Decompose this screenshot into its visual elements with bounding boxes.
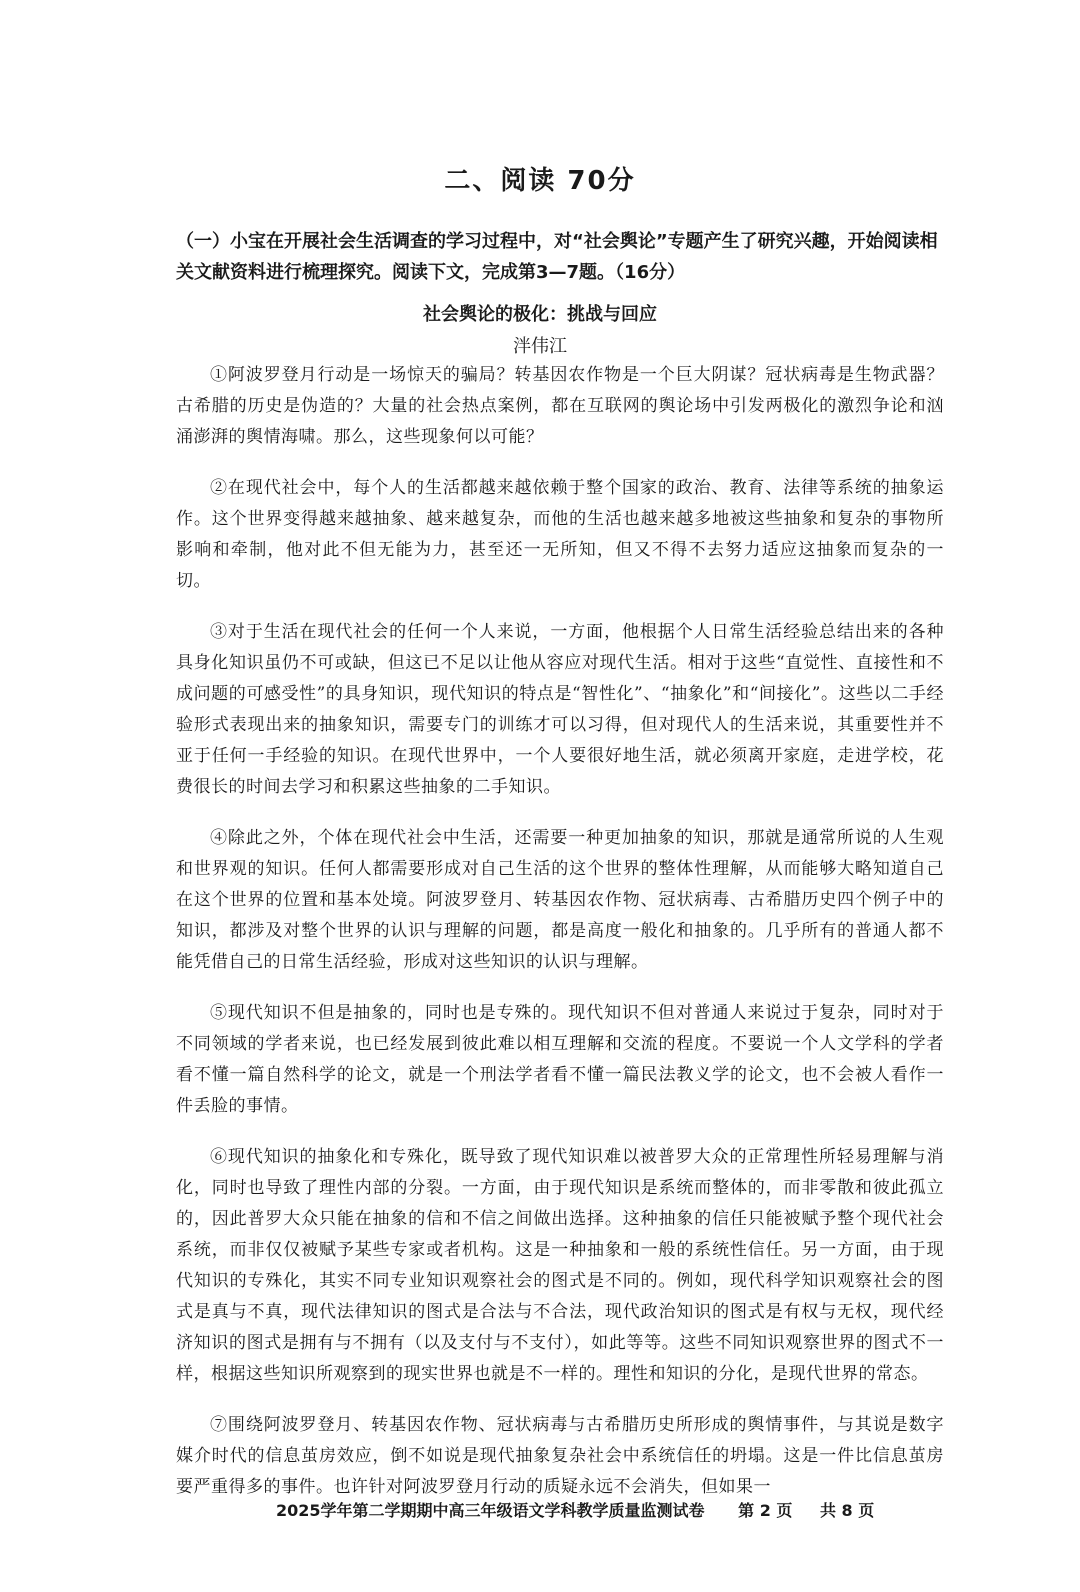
total-pages: 共 8 页 xyxy=(819,1501,875,1520)
paragraph-5: ⑤现代知识不但是抽象的，同时也是专殊的。现代知识不但对普通人来说过于复杂，同时对于不同领域的学者来说，也已经发展到彼此难以相互理解和交流的程度。不要说一个人文学科的学者看不懂一篇自然科学的论文，就是一个刑法学者看不懂一篇民法教义学的论文，也不会被人看作一件丢脸的事情。 xyxy=(176,1003,944,1116)
question-intro: （一）小宝在开展社会生活调查的学习过程中，对“社会舆论”专题产生了研究兴趣，开始阅读相关文献资料进行梳理探究。阅读下文，完成第3—7题。（16分） xyxy=(176,231,938,283)
paragraph-2: ②在现代社会中，每个人的生活都越来越依赖于整个国家的政治、教育、法律等系统的抽象运作。这个世界变得越来越抽象、越来越复杂，而他的生活也越来越多地被这些抽象和复杂的事物所影响和牵制，他对此不但无能为力，甚至还一无所知，但又不得不去努力适应这抽象而复杂的一切。 xyxy=(176,478,944,591)
paragraph-1: ①阿波罗登月行动是一场惊天的骗局？转基因农作物是一个巨大阴谋？冠状病毒是生物武器？古希腊的历史是伪造的？大量的社会热点案例，都在互联网的舆论场中引发两极化的激烈争论和汹涌澎湃的舆情海啸。那么，这些现象何以可能？ xyxy=(176,365,944,447)
section-title: 二、阅读 70分 xyxy=(444,166,636,196)
page-number: 第 2 页 xyxy=(738,1501,793,1520)
exam-name: 2025学年第二学期期中高三年级语文学科教学质量监测试卷 xyxy=(276,1501,705,1520)
article-title: 社会舆论的极化：挑战与回应 xyxy=(423,304,657,325)
paragraph-7: ⑦围绕阿波罗登月、转基因农作物、冠状病毒与古希腊历史所形成的舆情事件，与其说是数字媒介时代的信息茧房效应，倒不如说是现代抽象复杂社会中系统信任的坍塌。这是一件比信息茧房要严重得多的事件。也许针对阿波罗登月行动的质疑永远不会消失，但如果一 xyxy=(176,1415,944,1497)
paragraph-3: ③对于生活在现代社会的任何一个人来说，一方面，他根据个人日常生活经验总结出来的各种具身化知识虽仍不可或缺，但这已不足以让他从容应对现代生活。相对于这些“直觉性、直接性和不成问题的可感受性”的具身知识，现代知识的特点是“智性化”、“抽象化”和“间接化”。这些以二手经验形式表现出来的抽象知识，需要专门的训练才可以习得，但对现代人的生活来说，其重要性并不亚于任何一手经验的知识。在现代世界中，一个人要很好地生活，就必须离开家庭，走进学校，花费很长的时间去学习和积累这些抽象的二手知识。 xyxy=(176,622,944,797)
paragraph-6: ⑥现代知识的抽象化和专殊化，既导致了现代知识难以被普罗大众的正常理性所轻易理解与消化，同时也导致了理性内部的分裂。一方面，由于现代知识是系统而整体的，而非零散和彼此孤立的，因此普罗大众只能在抽象的信和不信之间做出选择。这种抽象的信任只能被赋予整个现代社会系统，而非仅仅被赋予某些专家或者机构。这是一种抽象和一般的系统性信任。另一方面，由于现代知识的专殊化，其实不同专业知识观察社会的图式是不同的。例如，现代科学知识观察社会的图式是真与不真，现代法律知识的图式是合法与不合法，现代政治知识的图式是有权与无权，现代经济知识的图式是拥有与不拥有（以及支付与不支付），如此等等。这些不同知识观察世界的图式不一样，根据这些知识所观察到的现实世界也就是不一样的。理性和知识的分化，是现代世界的常态。 xyxy=(176,1147,944,1384)
article-author: 泮伟江 xyxy=(513,336,567,357)
page-footer xyxy=(276,1498,956,1521)
paragraph-4: ④除此之外，个体在现代社会中生活，还需要一种更加抽象的知识，那就是通常所说的人生观和世界观的知识。任何人都需要形成对自己生活的这个世界的整体性理解，从而能够大略知道自己在这个世界的位置和基本处境。阿波罗登月、转基因农作物、冠状病毒、古希腊历史四个例子中的知识，都涉及对整个世界的认识与理解的问题，都是高度一般化和抽象的。几乎所有的普通人都不能凭借自己的日常生活经验，形成对这些知识的认识与理解。 xyxy=(176,828,944,972)
article-body xyxy=(176,360,944,1523)
